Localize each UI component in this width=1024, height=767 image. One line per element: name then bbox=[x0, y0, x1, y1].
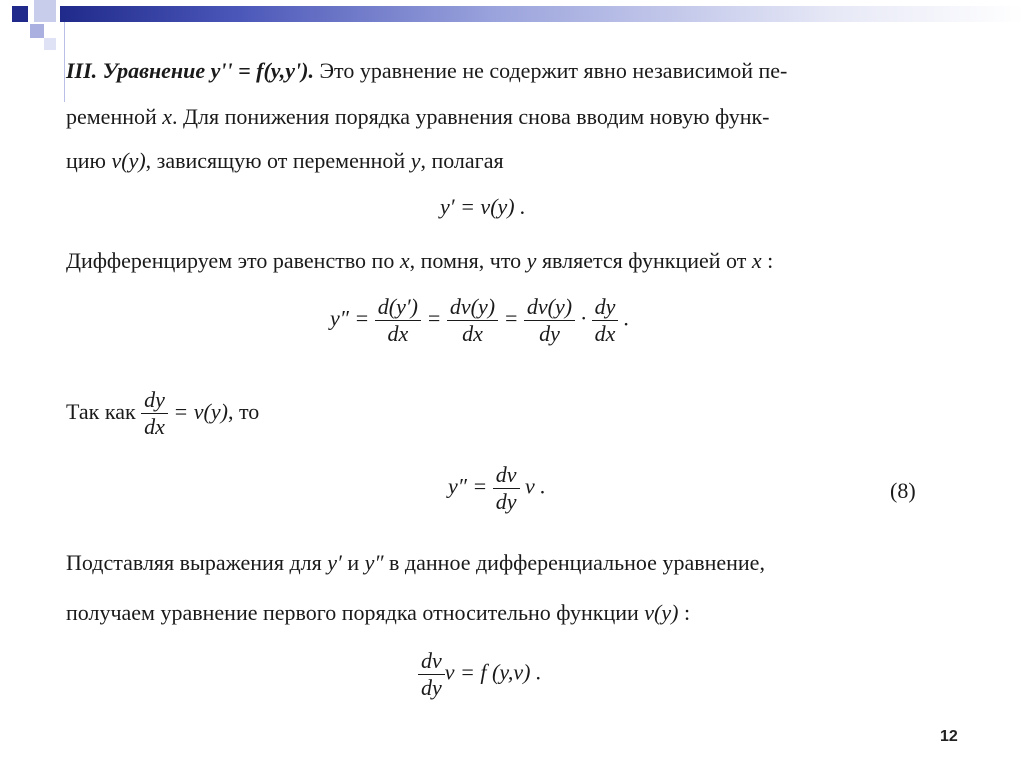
equation-second-derivative-chain: y″ = $\frac{d(y')}{dx}$ = $\frac{dv(y)}{dx}$ = $\frac{dv(y)}{dy}$ · $\frac{dy}{dx}$ . bbox=[330, 294, 630, 346]
paragraph-4-line-1: Подставляя выражения для y′ и y″ в данное дифференциальное уравнение, bbox=[66, 550, 765, 575]
paragraph-4-line-2: получаем уравнение первого порядка относительно функции v(y) : bbox=[66, 600, 691, 625]
paragraph-1-line-1: III. Уравнение y'' = f(y,y'). Это уравнение не содержит явно независимой пе- bbox=[66, 58, 788, 83]
header-gradient-bar bbox=[60, 6, 1024, 22]
fraction: $\frac{dv}{dy}$ bbox=[418, 648, 445, 701]
paragraph-1-line-3: цию v(y), зависящую от переменной y, полагая bbox=[66, 148, 504, 173]
fraction: $\frac{d(y')}{dx}$ bbox=[375, 294, 421, 347]
header-vertical-rule bbox=[64, 22, 65, 102]
header-square-mid bbox=[30, 24, 44, 38]
fraction: $\frac{dy}{dx}$ bbox=[141, 387, 168, 440]
equation-substitution: y′ = v(y) . bbox=[440, 194, 526, 219]
header-decoration bbox=[0, 0, 1024, 22]
equation-number: (8) bbox=[890, 478, 916, 503]
header-square-light bbox=[34, 0, 56, 22]
header-square-dark bbox=[12, 6, 28, 22]
paragraph-1-line-2: ременной x. Для понижения порядка уравнения снова вводим новую функ- bbox=[66, 104, 770, 129]
page-number: 12 bbox=[940, 728, 958, 745]
fraction: $\frac{dv}{dy}$ bbox=[493, 462, 520, 515]
paragraph-3: Так как $\frac{dy}{dx}$ = v(y), то bbox=[66, 387, 260, 440]
fraction: $\frac{dv(y)}{dx}$ bbox=[447, 294, 498, 347]
header-square-pale bbox=[44, 38, 56, 50]
paragraph-2: Дифференцируем это равенство по x, помня, что y является функцией от x : bbox=[66, 248, 774, 273]
section-heading: III. Уравнение y'' = f(y,y'). bbox=[66, 58, 314, 83]
fraction: $\frac{dy}{dx}$ bbox=[592, 294, 619, 347]
equation-first-order: $\frac{dv}{dy}$ v = f (y,v) . bbox=[418, 648, 541, 701]
fraction: $\frac{dv(y)}{dy}$ bbox=[524, 294, 575, 347]
equation-8: y″ = $\frac{dv}{dy}$ v . bbox=[448, 462, 546, 514]
